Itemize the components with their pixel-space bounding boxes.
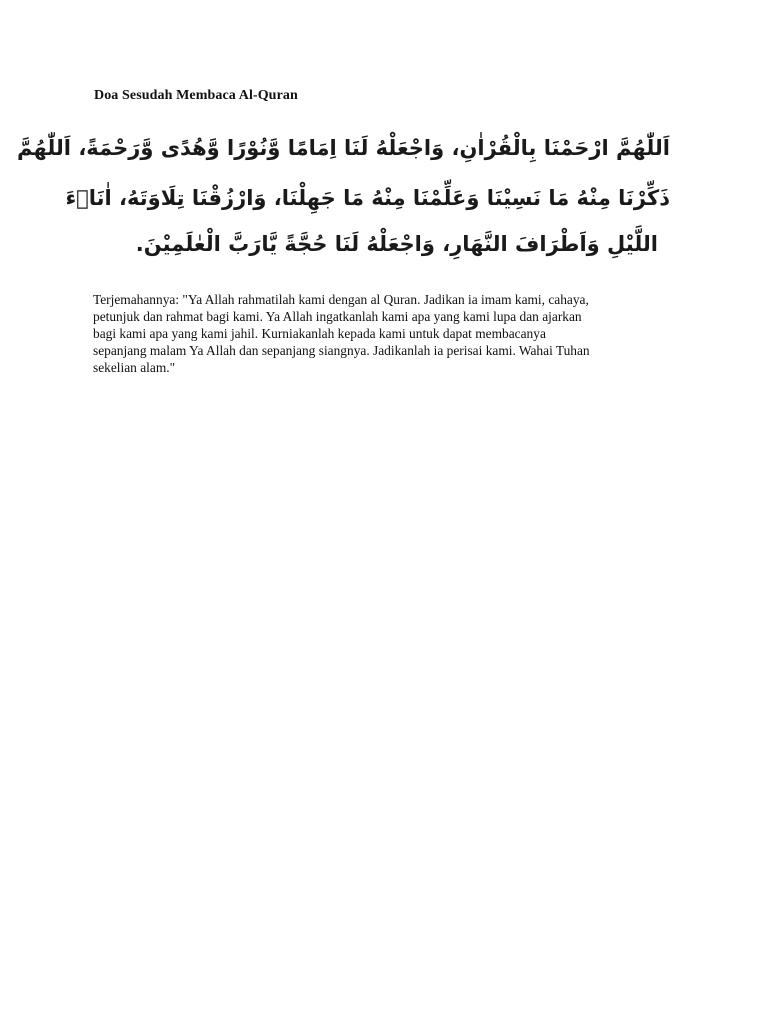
arabic-line-2: ذَكِّرْنَا مِنْهُ مَا نَسِيْنَا وَعَلِّمْنَا مِنْهُ مَا جَهِلْنَا، وَارْزُقْنَا تِلَاوَتَهُ، اٰنَاۤءَ <box>65 186 670 210</box>
translation-paragraph: Terjemahannya: "Ya Allah rahmatilah kami dengan al Quran. Jadikan ia imam kami, cahaya, petunjuk dan rahmat bagi kami. Ya Allah ingatkanlah kami apa yang kami lupa dan ajarkan bagi kami apa yang kami jahil. Kurniakanlah kepada kami untuk dapat membacanya sepanjang malam Ya Allah dan sepanjang siangnya. Jadikanlah ia perisai kami. Wahai Tuhan sekelian alam." <box>93 292 590 375</box>
document-title: Doa Sesudah Membaca Al-Quran <box>94 88 298 103</box>
arabic-prayer-text <box>17 124 670 274</box>
arabic-line-3: اللَّيْلِ وَاَطْرَافَ النَّهَارِ، وَاجْعَلْهُ لَنَا حُجَّةً يَّارَبَّ الْعٰلَمِيْنَ. <box>135 232 658 256</box>
arabic-line-1: اَللّٰهُمَّ ارْحَمْنَا بِالْقُرْاٰنِ، وَاجْعَلْهُ لَنَا اِمَامًا وَّنُوْرًا وَّهُدًى وَّرَحْمَةً، اَللّٰهُمَّ <box>17 136 670 160</box>
